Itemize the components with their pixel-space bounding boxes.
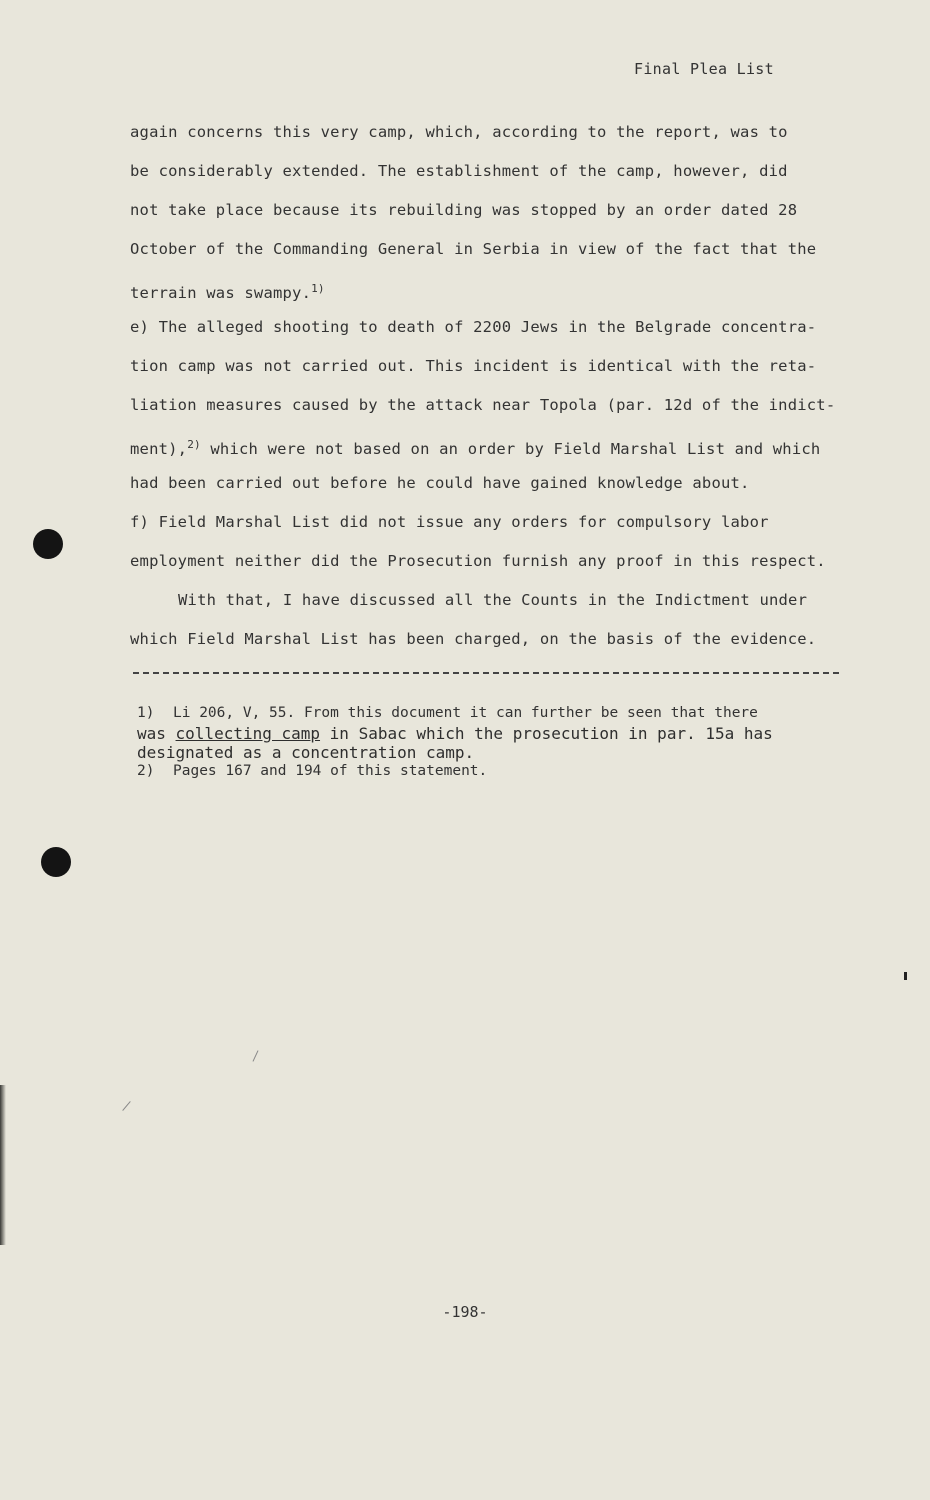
- footnote-text: Li 206, V, 55. From this document it can further be seen that there: [173, 705, 758, 721]
- body-line: employment neither did the Prosecution furnish any proof in this respect.: [130, 552, 826, 570]
- body-line: which Field Marshal List has been charged, on the basis of the evidence.: [130, 630, 817, 648]
- stray-mark: [253, 1050, 259, 1061]
- body-line: not take place because its rebuilding was stopped by an order dated 28: [130, 201, 798, 219]
- footnote-1: [137, 704, 837, 724]
- footnote-separator: [133, 672, 839, 674]
- stray-mark: [904, 972, 907, 980]
- footnote-2: [137, 762, 837, 782]
- body-line-text: terrain was swampy.: [130, 284, 312, 302]
- paragraph-e: e) The alleged shooting to death of 2200 Jews in the Belgrade concentra-: [130, 318, 817, 336]
- body-line-text: ment),: [130, 440, 188, 458]
- footnote-1-continuation: [137, 724, 837, 743]
- body-line: tion camp was not carried out. This incident is identical with the reta-: [130, 357, 817, 375]
- header-title: Final Plea List: [634, 60, 774, 78]
- punch-hole-top: [33, 529, 63, 559]
- page-number: -198-: [442, 1303, 488, 1321]
- paragraph-f: f) Field Marshal List did not issue any orders for compulsory labor: [130, 513, 769, 531]
- body-line: October of the Commanding General in Serbia in view of the fact that the: [130, 240, 817, 258]
- body-line: [130, 269, 850, 308]
- page-edge-shadow: [0, 1085, 6, 1245]
- footnote-number: 1): [137, 705, 155, 721]
- footnotes: [137, 704, 837, 781]
- underlined-phrase: collecting camp: [175, 723, 321, 743]
- footnote-1-continuation: designated as a concentration camp.: [137, 742, 475, 762]
- footnote-ref-2: 2): [187, 438, 201, 451]
- closing-paragraph: With that, I have discussed all the Counts in the Indictment under: [178, 591, 808, 609]
- body-line: liation measures caused by the attack near Topola (par. 12d of the indict-: [130, 396, 836, 414]
- footnote-text: in Sabac which the prosecution in par. 15a has: [320, 723, 773, 743]
- footnote-text: Pages 167 and 194 of this statement.: [173, 762, 488, 779]
- stray-mark: [122, 1101, 130, 1111]
- body-text: [130, 113, 850, 659]
- punch-hole-bottom: [41, 847, 71, 877]
- body-line: again concerns this very camp, which, according to the report, was to: [130, 123, 788, 141]
- body-line: be considerably extended. The establishment of the camp, however, did: [130, 162, 788, 180]
- footnote-ref-1: 1): [311, 282, 325, 295]
- footnote-text: was: [137, 723, 176, 743]
- body-line: had been carried out before he could have gained knowledge about.: [130, 474, 750, 492]
- body-line: [130, 425, 850, 464]
- footnote-number: 2): [137, 762, 155, 779]
- body-line-text: which were not based on an order by Field Marshal List and which: [200, 440, 821, 458]
